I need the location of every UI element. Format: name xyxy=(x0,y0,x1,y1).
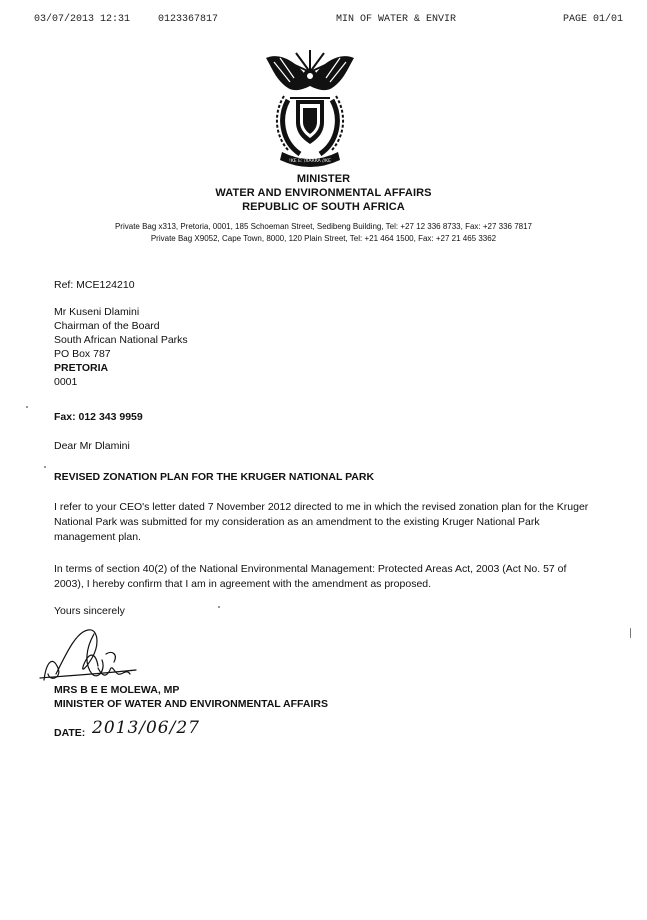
coat-of-arms-icon xyxy=(260,42,360,170)
recipient-address xyxy=(54,305,188,389)
paragraph-2: In terms of section 40(2) of the National Environmental Management: Protected Areas Act, 2003 (Act No. 57 of 2003), I hereby confirm that I am in agreement with the amendment as proposed. xyxy=(54,563,567,590)
recipient-fax: Fax: 012 343 9959 xyxy=(54,411,143,423)
recipient-city: PRETORIA xyxy=(54,362,109,374)
letterhead-department: WATER AND ENVIRONMENTAL AFFAIRS xyxy=(215,187,432,199)
fax-sender: MIN OF WATER & ENVIR xyxy=(336,14,457,25)
signatory-title: MINISTER OF WATER AND ENVIRONMENTAL AFFAIRS xyxy=(54,698,328,710)
recipient-po-box: PO Box 787 xyxy=(54,348,111,360)
recipient-title: Chairman of the Board xyxy=(54,320,160,332)
crest-motto: !KE E: /XARRA //KE xyxy=(289,159,331,164)
fax-time: 12:31 xyxy=(100,14,131,25)
fax-date: 03/07/2013 xyxy=(34,14,95,25)
handwritten-date: 2013/06/27 xyxy=(92,718,200,738)
fax-header xyxy=(34,14,623,28)
letter-subject: REVISED ZONATION PLAN FOR THE KRUGER NATIONAL PARK xyxy=(54,471,375,483)
recipient-postal-code: 0001 xyxy=(54,376,78,388)
fax-number: 0123367817 xyxy=(158,14,219,25)
salutation: Dear Mr Dlamini xyxy=(54,440,130,452)
recipient-name: Mr Kuseni Dlamini xyxy=(54,306,140,318)
letterhead-country: REPUBLIC OF SOUTH AFRICA xyxy=(242,201,405,213)
date-label: DATE: xyxy=(54,727,86,739)
scan-speck xyxy=(218,606,220,608)
handwritten-signature xyxy=(36,624,156,688)
signatory-name: MRS B E E MOLEWA, MP xyxy=(54,684,180,696)
fax-page: PAGE 01/01 xyxy=(562,14,623,25)
scan-speck xyxy=(44,466,46,468)
letterhead-title: MINISTER xyxy=(296,173,351,185)
letterhead-address-pretoria: Private Bag x313, Pretoria, 0001, 185 Schoeman Street, Sedibeng Building, Tel: +27 12 336 8733, Fax: +27 336 7817 xyxy=(114,222,533,231)
reference-number: Ref: MCE124210 xyxy=(54,279,135,291)
letterhead-address-cape-town: Private Bag X9052, Cape Town, 8000, 120 Plain Street, Tel: +21 464 1500, Fax: +27 21 465 3362 xyxy=(150,234,497,243)
scan-speck xyxy=(26,406,28,408)
paragraph-1: I refer to your CEO's letter dated 7 November 2012 directed to me in which the revised zonation plan for the Kruger National Park was submitted for my consideration as an amendment to the existing Kruger National Park management plan. xyxy=(54,501,589,543)
recipient-organisation: South African National Parks xyxy=(54,334,188,346)
closing: Yours sincerely xyxy=(54,605,125,617)
scan-speck xyxy=(630,628,631,638)
